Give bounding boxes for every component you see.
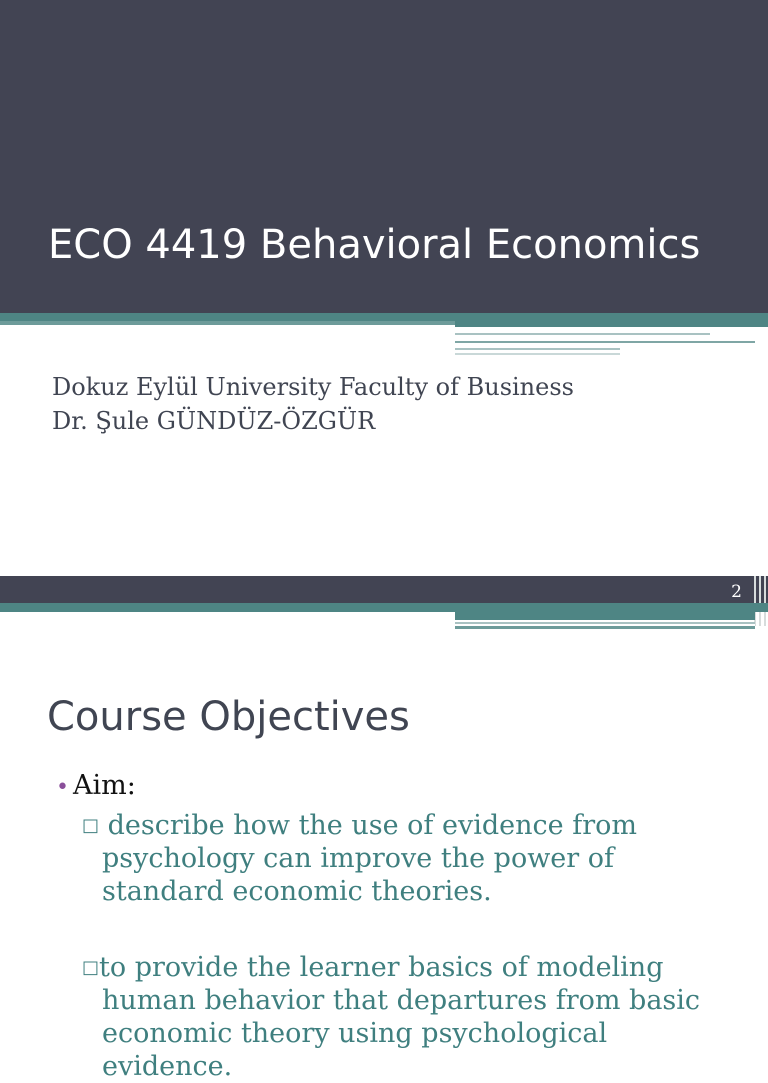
accent-line: [612, 339, 768, 341]
sub-item-text: describe how the use of evidence from psychology can improve the power of standard economic theories.: [99, 810, 637, 907]
content-slide: [0, 576, 768, 1082]
header-band: [0, 576, 768, 603]
slide-subtitle: [52, 370, 574, 438]
teal-accent-bar: [455, 321, 768, 327]
square-bullet-icon: □: [82, 957, 100, 978]
teal-accent-bar: [455, 612, 755, 620]
accent-line: [455, 348, 620, 350]
page-number: 2: [731, 582, 742, 602]
slide-gap: [0, 560, 768, 576]
teal-divider: [0, 603, 768, 612]
accent-line: [455, 341, 755, 343]
slide-title: ECO 4419 Behavioral Economics: [48, 222, 701, 268]
sub-item-text: to provide the learner basics of modeling human behavior that departures from basic economic theory using psychological evidence.: [99, 952, 701, 1082]
accent-line: [620, 624, 755, 626]
accent-line: [455, 333, 710, 335]
accent-line: [455, 626, 755, 629]
edge-stripe: [759, 576, 761, 626]
section-heading: Course Objectives: [47, 694, 410, 740]
sub-item-2: [82, 951, 732, 1083]
sub-item-1: [82, 809, 732, 908]
accent-line: [455, 353, 620, 355]
bullet-label: Aim:: [72, 770, 136, 801]
square-bullet-icon: □: [82, 815, 100, 836]
bullet-aim: [56, 770, 136, 801]
teal-divider: [0, 313, 768, 321]
edge-stripe: [764, 576, 766, 626]
bullet-dot-icon: •: [56, 775, 69, 800]
subtitle-line-instructor: Dr. Şule GÜNDÜZ-ÖZGÜR: [52, 407, 376, 435]
subtitle-line-university: Dokuz Eylül University Faculty of Business: [52, 373, 574, 401]
